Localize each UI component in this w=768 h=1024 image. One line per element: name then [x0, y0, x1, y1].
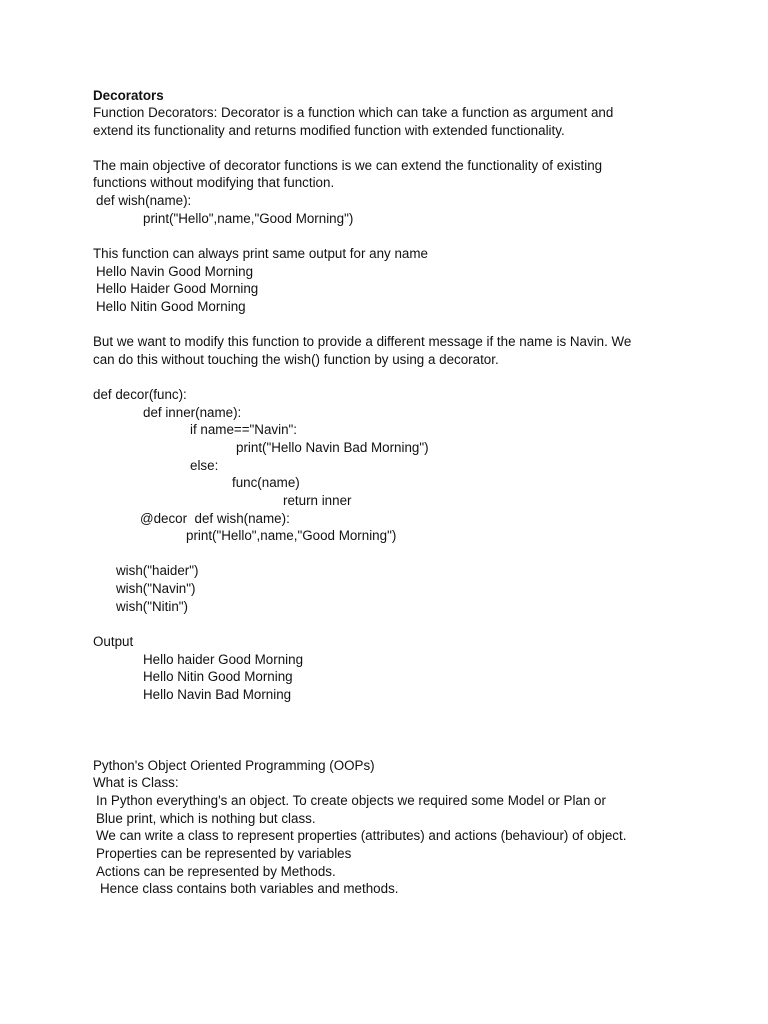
objective-line-1: The main objective of decorator functions is we can extend the functionality of existing	[93, 158, 603, 173]
code2-line-2: def inner(name):	[143, 405, 242, 420]
same-output-2: Hello Haider Good Morning	[96, 281, 259, 296]
oops-line-2: Blue print, which is nothing but class.	[96, 811, 316, 826]
output-line-3: Hello Navin Bad Morning	[143, 687, 292, 702]
code2-line-7: return inner	[283, 493, 352, 508]
code2-line-8: @decor def wish(name):	[140, 511, 290, 526]
objective-line-2: functions without modifying that function.	[93, 175, 335, 190]
same-output-3: Hello Nitin Good Morning	[96, 299, 246, 314]
oops-line-1: In Python everything's an object. To create objects we required some Model or Plan or	[96, 793, 606, 808]
code2-line-9: print("Hello",name,"Good Morning")	[186, 528, 397, 543]
oops-line-4: Properties can be represented by variables	[96, 846, 352, 861]
code1-line-2: print("Hello",name,"Good Morning")	[143, 211, 354, 226]
code2-line-1: def decor(func):	[93, 387, 187, 402]
intro-line-1: Function Decorators: Decorator is a function which can take a function as argument and	[93, 105, 614, 120]
call-3: wish("Nitin")	[116, 599, 189, 614]
code2-line-3: if name=="Navin":	[190, 422, 298, 437]
modify-line-1: But we want to modify this function to provide a different message if the name is Navin. We	[93, 334, 632, 349]
same-output-line: This function can always print same output for any name	[93, 246, 428, 261]
intro-line-2: extend its functionality and returns modified function with extended functionality.	[93, 123, 565, 138]
oops-line-3: We can write a class to represent properties (attributes) and actions (behaviour) of object.	[96, 828, 627, 843]
oops-question: What is Class:	[93, 775, 179, 790]
code1-line-1: def wish(name):	[96, 193, 192, 208]
section-heading: Decorators	[93, 88, 164, 103]
oops-line-6: Hence class contains both variables and methods.	[100, 881, 399, 896]
call-1: wish("haider")	[116, 563, 199, 578]
code2-line-6: func(name)	[232, 475, 300, 490]
call-2: wish("Navin")	[116, 581, 196, 596]
modify-line-2: can do this without touching the wish() function by using a decorator.	[93, 352, 499, 367]
output-label: Output	[93, 634, 134, 649]
output-line-1: Hello haider Good Morning	[143, 652, 304, 667]
oops-line-5: Actions can be represented by Methods.	[96, 864, 336, 879]
code2-line-4: print("Hello Navin Bad Morning")	[236, 440, 429, 455]
output-line-2: Hello Nitin Good Morning	[143, 669, 293, 684]
code2-line-5: else:	[190, 458, 219, 473]
oops-title: Python's Object Oriented Programming (OOPs)	[93, 758, 375, 773]
same-output-1: Hello Navin Good Morning	[96, 264, 254, 279]
